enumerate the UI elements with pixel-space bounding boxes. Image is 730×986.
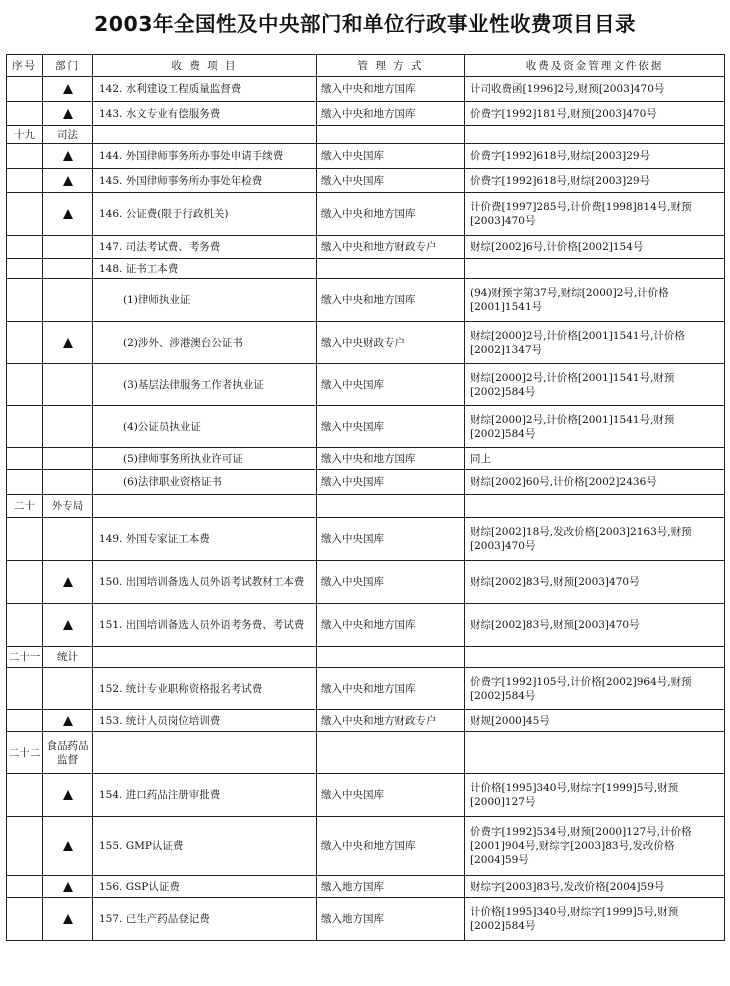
seq-cell: 二十一: [7, 647, 43, 668]
page-title: 2003年全国性及中央部门和单位行政事业性收费项目目录: [93, 12, 637, 36]
mgmt-cell: [317, 732, 465, 774]
dept-cell: [43, 898, 93, 941]
dept-cell: [43, 236, 93, 259]
mgmt-cell: 缴入中央国库: [317, 364, 465, 406]
seq-cell: [7, 102, 43, 126]
table-row: [7, 647, 725, 668]
table-row: [7, 193, 725, 236]
basis-cell: 财综[2002]83号,财预[2003]470号: [465, 604, 725, 647]
basis-cell: 价费字[1992]534号,财预[2000]127号,计价格[2001]904号,财综字[2003]83号,发改价格[2004]59号: [465, 817, 725, 876]
dept-cell: [43, 668, 93, 710]
dept-cell: [43, 561, 93, 604]
table-row: [7, 774, 725, 817]
mgmt-cell: 缴入中央和地方国库: [317, 668, 465, 710]
basis-cell: 财规[2000]45号: [465, 710, 725, 732]
basis-cell: 财综[2000]2号,计价格[2001]1541号,财预[2002]584号: [465, 406, 725, 448]
item-cell: 147. 司法考试费、考务费: [93, 236, 317, 259]
mgmt-cell: 缴入中央国库: [317, 144, 465, 169]
table-row: [7, 561, 725, 604]
seq-cell: [7, 774, 43, 817]
dept-cell: [43, 518, 93, 561]
table-row: [7, 364, 725, 406]
table-row: [7, 126, 725, 144]
seq-cell: [7, 279, 43, 322]
mgmt-cell: 缴入中央和地方国库: [317, 193, 465, 236]
basis-cell: [465, 259, 725, 279]
item-cell: 143. 水文专业有偿服务费: [93, 102, 317, 126]
triangle-marker-icon: [63, 209, 73, 219]
mgmt-cell: 缴入地方国库: [317, 898, 465, 941]
seq-cell: [7, 77, 43, 102]
table-row: [7, 710, 725, 732]
seq-cell: [7, 561, 43, 604]
header-dept: 部门: [43, 55, 93, 77]
mgmt-cell: [317, 647, 465, 668]
seq-cell: [7, 193, 43, 236]
basis-cell: 价费字[1992]181号,财预[2003]470号: [465, 102, 725, 126]
item-cell: 142. 水利建设工程质量监督费: [93, 77, 317, 102]
basis-cell: 计价格[1995]340号,财综字[1999]5号,财预[2002]584号: [465, 898, 725, 941]
header-basis: 收费及资金管理文件依据: [465, 55, 725, 77]
dept-cell: [43, 495, 93, 518]
mgmt-cell: [317, 126, 465, 144]
basis-cell: [465, 732, 725, 774]
table-row: [7, 236, 725, 259]
item-cell: (6)法律职业资格证书: [93, 470, 317, 495]
mgmt-cell: 缴入中央和地方国库: [317, 279, 465, 322]
item-cell: (2)涉外、涉港澳台公证书: [93, 322, 317, 364]
seq-cell: [7, 470, 43, 495]
mgmt-cell: 缴入中央和地方财政专户: [317, 710, 465, 732]
seq-cell: [7, 448, 43, 470]
item-cell: 151. 出国培训备选人员外语考务费、考试费: [93, 604, 317, 647]
item-cell: (1)律师执业证: [93, 279, 317, 322]
triangle-marker-icon: [63, 84, 73, 94]
seq-cell: [7, 144, 43, 169]
dept-cell: [43, 102, 93, 126]
table-row: [7, 668, 725, 710]
item-cell: 148. 证书工本费: [93, 259, 317, 279]
seq-cell: [7, 876, 43, 898]
dept-cell: [43, 193, 93, 236]
mgmt-cell: 缴入中央国库: [317, 470, 465, 495]
triangle-marker-icon: [63, 882, 73, 892]
mgmt-cell: 缴入中央和地方国库: [317, 448, 465, 470]
basis-cell: 财综字[2003]83号,发改价格[2004]59号: [465, 876, 725, 898]
mgmt-cell: 缴入中央和地方国库: [317, 817, 465, 876]
mgmt-cell: 缴入中央国库: [317, 774, 465, 817]
fee-catalog-table: [6, 54, 725, 941]
mgmt-cell: 缴入中央和地方财政专户: [317, 236, 465, 259]
basis-cell: [465, 647, 725, 668]
dept-cell: [43, 279, 93, 322]
dept-cell: [43, 470, 93, 495]
table-row: [7, 604, 725, 647]
triangle-marker-icon: [63, 176, 73, 186]
basis-cell: [465, 126, 725, 144]
table-row: [7, 732, 725, 774]
table-row: [7, 406, 725, 448]
dept-cell: [43, 77, 93, 102]
item-cell: 157. 已生产药品登记费: [93, 898, 317, 941]
basis-cell: (94)财预字第37号,财综[2000]2号,计价格[2001]1541号: [465, 279, 725, 322]
basis-cell: 价费字[1992]105号,计价格[2002]964号,财预[2002]584号: [465, 668, 725, 710]
item-cell: 144. 外国律师事务所办事处申请手续费: [93, 144, 317, 169]
dept-label: 外专局: [51, 500, 84, 512]
basis-cell: 计司收费函[1996]2号,财预[2003]470号: [465, 77, 725, 102]
triangle-marker-icon: [63, 790, 73, 800]
table-row: [7, 169, 725, 193]
seq-cell: [7, 364, 43, 406]
dept-cell: [43, 448, 93, 470]
seq-cell: [7, 710, 43, 732]
item-cell: 156. GSP认证费: [93, 876, 317, 898]
dept-cell: [43, 710, 93, 732]
mgmt-cell: 缴入中央和地方国库: [317, 77, 465, 102]
mgmt-cell: 缴入中央和地方国库: [317, 604, 465, 647]
basis-cell: 财综[2002]6号,计价格[2002]154号: [465, 236, 725, 259]
basis-cell: 计价费[1997]285号,计价费[1998]814号,财预[2003]470号: [465, 193, 725, 236]
mgmt-cell: 缴入中央国库: [317, 406, 465, 448]
item-cell: 150. 出国培训备选人员外语考试教材工本费: [93, 561, 317, 604]
seq-cell: [7, 817, 43, 876]
dept-cell: [43, 876, 93, 898]
dept-cell: [43, 732, 93, 774]
table-row: [7, 876, 725, 898]
table-row: [7, 144, 725, 169]
table-row: [7, 495, 725, 518]
triangle-marker-icon: [63, 620, 73, 630]
table-row: [7, 102, 725, 126]
mgmt-cell: 缴入中央国库: [317, 169, 465, 193]
table-row: [7, 448, 725, 470]
item-cell: [93, 732, 317, 774]
item-cell: [93, 495, 317, 518]
seq-cell: [7, 322, 43, 364]
seq-cell: [7, 169, 43, 193]
triangle-marker-icon: [63, 716, 73, 726]
item-cell: (4)公证员执业证: [93, 406, 317, 448]
table-row: [7, 259, 725, 279]
mgmt-cell: 缴入地方国库: [317, 876, 465, 898]
item-cell: 145. 外国律师事务所办事处年检费: [93, 169, 317, 193]
basis-cell: 计价格[1995]340号,财综字[1999]5号,财预[2000]127号: [465, 774, 725, 817]
table-row: [7, 77, 725, 102]
dept-cell: [43, 817, 93, 876]
item-cell: 149. 外国专家证工本费: [93, 518, 317, 561]
seq-cell: [7, 406, 43, 448]
dept-label: 司法: [57, 128, 78, 141]
table-row: [7, 817, 725, 876]
basis-cell: 财综[2000]2号,计价格[2001]1541号,财预[2002]584号: [465, 364, 725, 406]
dept-cell: [43, 647, 93, 668]
triangle-marker-icon: [63, 841, 73, 851]
header-mgmt: 管 理 方 式: [317, 55, 465, 77]
dept-cell: [43, 259, 93, 279]
basis-cell: 财综[2000]2号,计价格[2001]1541号,计价格[2002]1347号: [465, 322, 725, 364]
table-body: [7, 77, 725, 941]
table-header-row: [7, 55, 725, 77]
seq-cell: [7, 236, 43, 259]
item-cell: 154. 进口药品注册审批费: [93, 774, 317, 817]
dept-label: 统计: [57, 651, 78, 663]
triangle-marker-icon: [63, 914, 73, 924]
item-cell: [93, 647, 317, 668]
triangle-marker-icon: [63, 151, 73, 161]
basis-cell: 价费字[1992]618号,财综[2003]29号: [465, 169, 725, 193]
dept-cell: [43, 364, 93, 406]
triangle-marker-icon: [63, 338, 73, 348]
seq-cell: [7, 259, 43, 279]
seq-cell: 二十二: [7, 732, 43, 774]
mgmt-cell: 缴入中央国库: [317, 518, 465, 561]
seq-cell: [7, 668, 43, 710]
mgmt-cell: 缴入中央财政专户: [317, 322, 465, 364]
table-row: [7, 470, 725, 495]
seq-cell: [7, 898, 43, 941]
seq-cell: 十九: [7, 126, 43, 144]
header-seq: 序号: [7, 55, 43, 77]
item-cell: 153. 统计人员岗位培训费: [93, 710, 317, 732]
item-cell: (3)基层法律服务工作者执业证: [93, 364, 317, 406]
dept-cell: [43, 126, 93, 144]
dept-cell: [43, 169, 93, 193]
dept-cell: [43, 774, 93, 817]
seq-cell: [7, 604, 43, 647]
table-row: [7, 322, 725, 364]
mgmt-cell: [317, 495, 465, 518]
triangle-marker-icon: [63, 577, 73, 587]
mgmt-cell: 缴入中央和地方国库: [317, 102, 465, 126]
seq-cell: [7, 518, 43, 561]
basis-cell: 财综[2002]83号,财预[2003]470号: [465, 561, 725, 604]
header-item: 收 费 项 目: [93, 55, 317, 77]
item-cell: [93, 126, 317, 144]
item-cell: 146. 公证费(限于行政机关): [93, 193, 317, 236]
item-cell: (5)律师事务所执业许可证: [93, 448, 317, 470]
seq-cell: 二十: [7, 495, 43, 518]
basis-cell: 财综[2002]60号,计价格[2002]2436号: [465, 470, 725, 495]
item-cell: 155. GMP认证费: [93, 817, 317, 876]
triangle-marker-icon: [63, 109, 73, 119]
table-row: [7, 279, 725, 322]
dept-cell: [43, 144, 93, 169]
dept-cell: [43, 406, 93, 448]
table-row: [7, 898, 725, 941]
item-cell: 152. 统计专业职称资格报名考试费: [93, 668, 317, 710]
dept-cell: [43, 322, 93, 364]
basis-cell: 同上: [465, 448, 725, 470]
basis-cell: [465, 495, 725, 518]
table-row: [7, 518, 725, 561]
mgmt-cell: [317, 259, 465, 279]
mgmt-cell: 缴入中央国库: [317, 561, 465, 604]
basis-cell: 价费字[1992]618号,财综[2003]29号: [465, 144, 725, 169]
dept-label: 食品药品监督: [46, 739, 89, 766]
dept-cell: [43, 604, 93, 647]
basis-cell: 财综[2002]18号,发改价格[2003]2163号,财预[2003]470号: [465, 518, 725, 561]
